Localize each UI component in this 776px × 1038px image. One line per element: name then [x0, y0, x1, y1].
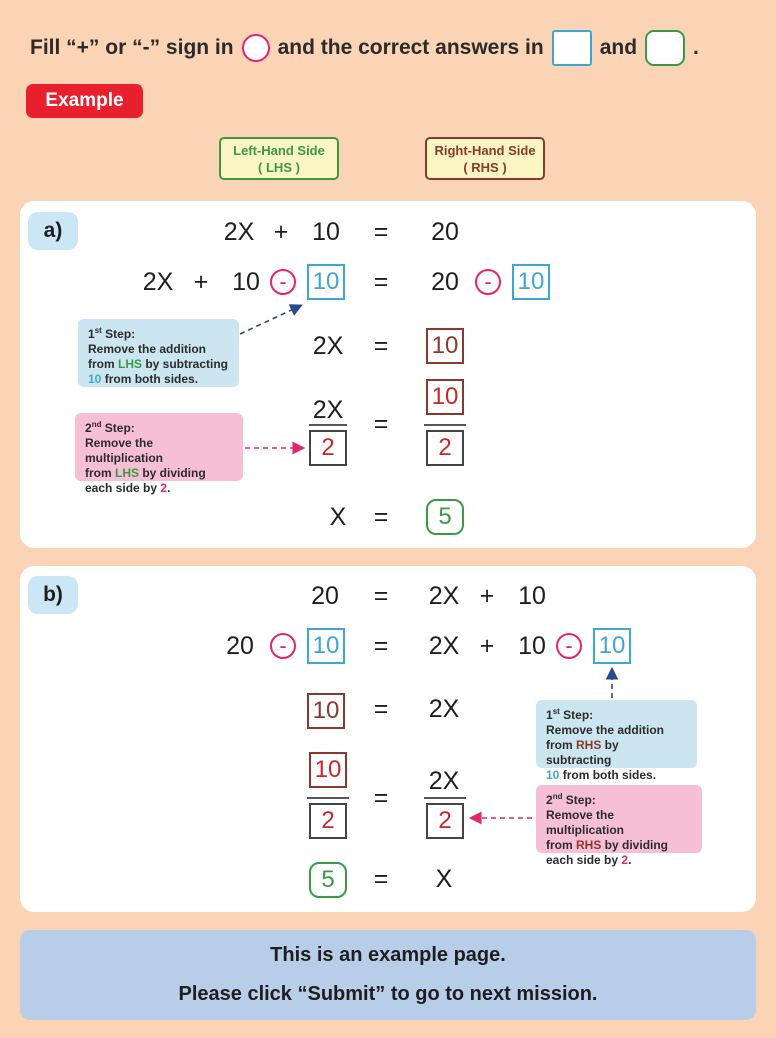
- rhs-header-abbr: ( RHS ): [463, 159, 507, 175]
- a-row2-eq: =: [373, 268, 389, 296]
- b-row1-num: 10: [518, 582, 546, 610]
- instruction-text-1: Fill “+” or “-” sign in: [30, 36, 234, 59]
- a-step2-line1: Remove the multiplication: [85, 436, 163, 465]
- rhs-header: [425, 137, 545, 180]
- b-row3-eq: =: [373, 695, 389, 723]
- instruction-text-4: .: [693, 36, 699, 59]
- b-step1-line2c: by subtracting: [546, 738, 619, 767]
- footer-line1: This is an example page.: [270, 944, 506, 966]
- a-row4-fraction-bar: [309, 424, 347, 426]
- b-row2-rhs-sign[interactable]: -: [556, 633, 582, 659]
- a-row2-sign[interactable]: -: [270, 269, 296, 295]
- a-step2-line3a: each side by: [85, 481, 161, 495]
- footer-message: [20, 930, 756, 1020]
- a-row2-rhs-answer-box[interactable]: 10: [512, 264, 550, 300]
- b-step1-line3b: from both sides.: [559, 768, 657, 782]
- instruction-text-2: and the correct answers in: [277, 36, 544, 59]
- b-step2-two: 2: [621, 853, 629, 867]
- b-step2-line2a: from: [546, 838, 576, 852]
- a-row2-rhs: 20: [431, 268, 459, 296]
- b-row5-final-answer-box[interactable]: 5: [309, 862, 347, 898]
- a-step2-title: Step:: [101, 421, 135, 435]
- a-step2-two: 2: [160, 481, 168, 495]
- b-row2-lhs: 20: [226, 632, 254, 660]
- a-row4-eq: =: [373, 410, 389, 438]
- a-step1-note: [78, 319, 239, 387]
- a-row2-term: 2X: [142, 268, 174, 296]
- b-step2-note: [536, 785, 702, 867]
- a-step2-ordinal: nd: [91, 420, 102, 429]
- b-row2-op: +: [479, 632, 495, 660]
- b-step1-ordinal: st: [552, 707, 560, 716]
- b-step1-note: [536, 700, 697, 782]
- b-step2-title: Step:: [562, 793, 596, 807]
- a-step2-period: .: [167, 481, 171, 495]
- b-row4-rhs-fraction-bar: [424, 797, 466, 799]
- a-step1-line1: Remove the addition: [88, 342, 207, 356]
- a-row5-eq: =: [373, 503, 389, 531]
- b-row3-rhs: 2X: [428, 695, 460, 723]
- b-step2-line1: Remove the multiplication: [546, 808, 624, 837]
- b-step1-line2a: from: [546, 738, 576, 752]
- a-step1-line2a: from: [88, 357, 118, 371]
- sign-circle-sample: [242, 34, 270, 62]
- b-row2-answer-box[interactable]: 10: [307, 628, 345, 664]
- lhs-header-title: Left-Hand Side: [233, 142, 325, 158]
- a-step1-lhs: LHS: [118, 357, 142, 371]
- a-row1-op: +: [273, 218, 289, 246]
- b-row4-rhs-denominator-box[interactable]: 2: [426, 803, 464, 839]
- a-row5-final-answer-box[interactable]: 5: [426, 499, 464, 535]
- instruction: [30, 30, 699, 66]
- a-row4-numerator: 2X: [312, 396, 344, 424]
- a-row3-answer-box[interactable]: 10: [426, 328, 464, 364]
- b-row2-term: 2X: [428, 632, 460, 660]
- b-row1-op: +: [479, 582, 495, 610]
- a-row5-lhs: X: [329, 503, 347, 531]
- rhs-header-title: Right-Hand Side: [434, 142, 536, 158]
- b-row4-numerator-box[interactable]: 10: [309, 752, 347, 788]
- b-step1-number: 1: [546, 708, 553, 722]
- a-step1-ten: 10: [88, 372, 102, 386]
- b-row2-rhs-answer-box[interactable]: 10: [593, 628, 631, 664]
- b-row2-sign[interactable]: -: [270, 633, 296, 659]
- b-row2-eq: =: [373, 632, 389, 660]
- panel-a-label: a): [28, 212, 78, 250]
- b-step2-rhs: RHS: [576, 838, 602, 852]
- a-step2-line2c: by dividing: [139, 466, 206, 480]
- b-step2-ordinal: nd: [552, 792, 563, 801]
- b-step1-title: Step:: [559, 708, 594, 722]
- a-row1-rhs: 20: [431, 218, 459, 246]
- lhs-header: [219, 137, 339, 180]
- b-step1-rhs: RHS: [576, 738, 602, 752]
- b-step2-number: 2: [546, 793, 553, 807]
- a-row4-rhs-numerator-box[interactable]: 10: [426, 379, 464, 415]
- a-row2-answer-box[interactable]: 10: [307, 264, 345, 300]
- a-row1-num: 10: [312, 218, 340, 246]
- a-row3-lhs: 2X: [312, 332, 344, 360]
- b-row4-fraction-bar: [307, 797, 349, 799]
- a-step2-line2a: from: [85, 466, 115, 480]
- footer-line2: Please click “Submit” to go to next mission.: [178, 983, 598, 1005]
- b-row5-eq: =: [373, 865, 389, 893]
- b-step2-period: .: [628, 853, 632, 867]
- panel-b-label: b): [28, 576, 78, 614]
- b-step1-ten: 10: [546, 768, 560, 782]
- a-step1-ordinal: st: [94, 326, 102, 335]
- instruction-text-3: and: [599, 36, 638, 59]
- b-row1-eq: =: [373, 582, 389, 610]
- b-row5-rhs: X: [435, 865, 453, 893]
- a-step1-number: 1: [88, 327, 95, 341]
- lhs-header-abbr: ( LHS ): [258, 159, 300, 175]
- b-row4-denominator-box[interactable]: 2: [309, 803, 347, 839]
- b-row2-num: 10: [518, 632, 546, 660]
- b-row3-answer-box[interactable]: 10: [307, 693, 345, 729]
- a-step2-lhs: LHS: [115, 466, 139, 480]
- b-step1-line1: Remove the addition: [546, 723, 665, 737]
- a-row1-term: 2X: [223, 218, 255, 246]
- a-row4-rhs-denominator-box[interactable]: 2: [426, 430, 464, 466]
- a-row3-eq: =: [373, 332, 389, 360]
- a-step1-line2c: by subtracting: [142, 357, 229, 371]
- a-row2-rhs-sign[interactable]: -: [475, 269, 501, 295]
- b-step2-line3a: each side by: [546, 853, 622, 867]
- a-row2-op: +: [193, 268, 209, 296]
- example-tag: Example: [26, 84, 143, 118]
- a-row1-eq: =: [373, 218, 389, 246]
- b-row4-eq: =: [373, 784, 389, 812]
- b-row1-term: 2X: [428, 582, 460, 610]
- a-row4-rhs-fraction-bar: [424, 424, 466, 426]
- a-row4-denominator-box[interactable]: 2: [309, 430, 347, 466]
- a-step2-note: [75, 413, 243, 495]
- a-step1-line3b: from both sides.: [101, 372, 199, 386]
- b-step2-line2c: by dividing: [601, 838, 669, 852]
- a-step1-title: Step:: [101, 327, 136, 341]
- a-row2-num: 10: [232, 268, 260, 296]
- final-answer-box-sample: [645, 30, 685, 66]
- b-row1-lhs: 20: [311, 582, 339, 610]
- answer-box-sample: [552, 30, 592, 66]
- a-step2-number: 2: [85, 421, 92, 435]
- b-row4-rhs-numerator: 2X: [428, 767, 460, 795]
